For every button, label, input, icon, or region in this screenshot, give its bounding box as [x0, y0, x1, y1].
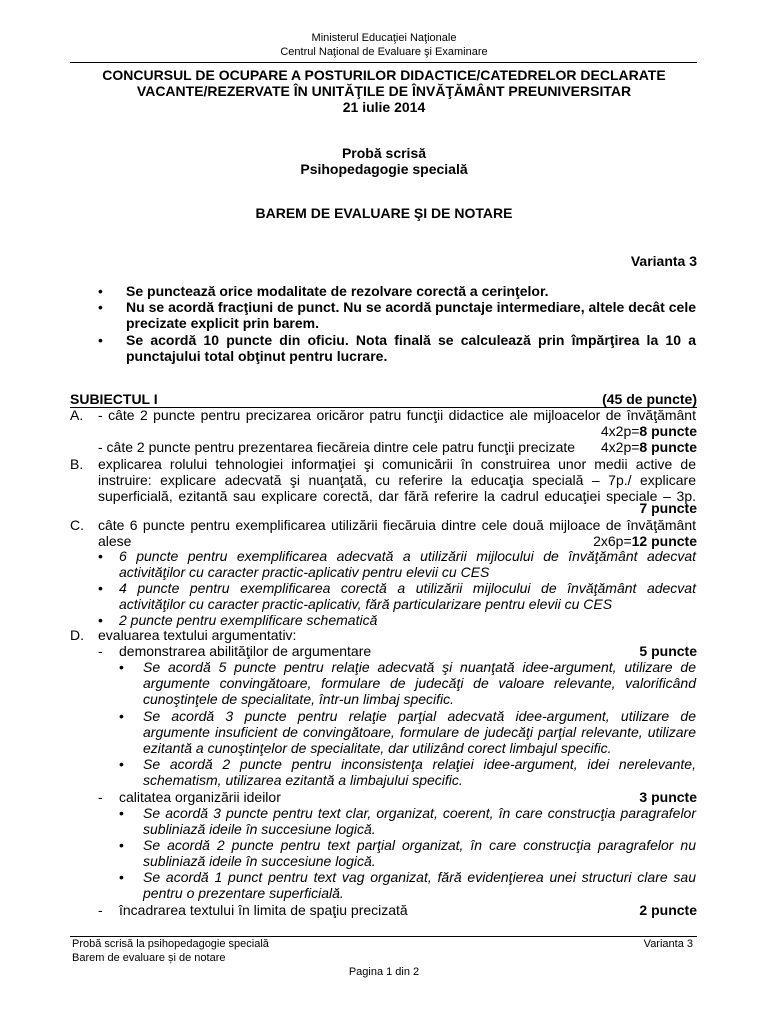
- item-d-criterion-3-score: 2 puncte: [639, 902, 697, 918]
- exam-discipline: Psihopedagogie specială: [300, 161, 468, 177]
- subject-points: (45 de puncte): [602, 391, 697, 407]
- subject-title: SUBIECTUL I: [70, 391, 158, 407]
- score-formula: 4x2p=: [600, 423, 640, 439]
- rule-1: Se punctează orice modalitate de rezolvare corectă a cerinţelor.: [126, 283, 549, 299]
- header-divider: [70, 62, 697, 63]
- item-c-bullet-2-line-2: activităţilor cu caracter practic-aplicativ, fără particularizare pentru elevii cu CES: [119, 596, 613, 612]
- footer-exam-name: Probă scrisă la psihopedagogie specială: [72, 938, 269, 950]
- item-a-letter: A.: [70, 407, 84, 423]
- item-c-bullet-2-line-1: 4 puncte pentru exemplificarea corectă a utilizării mijlocului de învăţământ adecvat: [119, 580, 696, 596]
- center-header: Centrul Naţional de Evaluare şi Examinare: [280, 46, 488, 58]
- exam-date: 21 iulie 2014: [342, 99, 426, 115]
- score-formula: 4x2p=: [600, 439, 640, 455]
- item-d-1-bullet-3-line-2: schematism, utilizarea ezitantă a limbajului specific.: [143, 772, 463, 788]
- item-b-letter: B.: [70, 456, 84, 472]
- item-d-1-bullet-1-line-2: argumente convingătoare, formulare de judecăţi de valoare relevante, valorificând: [143, 675, 696, 691]
- rule-bullet: •: [98, 299, 103, 315]
- title-line-2: VACANTE/REZERVATE ÎN UNITĂŢILE DE ÎNVĂŢĂMÂNT PREUNIVERSITAR: [136, 83, 632, 99]
- item-c-bullet: •: [98, 612, 103, 628]
- item-d-1-bullet-1-line-3: cunoştinţele de specialitate, într-un limbaj specific.: [143, 691, 455, 707]
- score-value: 12 puncte: [631, 533, 697, 549]
- item-a-line-2: - câte 2 puncte pentru prezentarea fiecăreia dintre cele patru funcţii precizate: [98, 439, 576, 455]
- rule-bullet: •: [98, 283, 103, 299]
- item-c-bullet: •: [98, 548, 103, 564]
- item-d-bullet: •: [119, 869, 124, 885]
- item-d-dash: -: [98, 643, 103, 659]
- footer-variant: Varianta 3: [643, 938, 693, 950]
- item-d-2-bullet-1-line-2: subliniază ideile în succesiune logică.: [143, 821, 376, 837]
- item-d-bullet: •: [119, 659, 124, 675]
- item-d-1-bullet-2-line-3: ezitantă a cunoştinţelor de specialitate, dar utilizând corect limbajul specific.: [143, 740, 612, 756]
- score-formula: 2x6p=: [593, 533, 632, 549]
- item-d-2-bullet-3-line-2: pentru o prezentare superficială.: [143, 885, 344, 901]
- item-d-letter: D.: [70, 627, 84, 643]
- item-c-score: [593, 533, 697, 549]
- rule-2-line-2: precizate explicit prin barem.: [126, 315, 319, 331]
- item-d-2-bullet-1-line-1: Se acordă 3 puncte pentru text clar, organizat, coerent, în care construcţia paragrafelor: [143, 805, 696, 821]
- item-a-score-1: [601, 423, 697, 439]
- item-d-criterion-2-score: 3 puncte: [639, 789, 697, 805]
- footer-divider: [70, 936, 697, 937]
- item-a-line-1: - câte 2 puncte pentru precizarea oricăror patru funcţii didactice ale mijloacelor de învăţământ: [98, 407, 696, 423]
- item-d-2-bullet-2-line-1: Se acordă 2 puncte pentru text parţial organizat, în care construcţia paragrafelor nu: [143, 837, 696, 853]
- ministry-header: Ministerul Educaţiei Naţionale: [311, 32, 457, 44]
- item-c-bullet-3: 2 puncte pentru exemplificare schematică: [119, 612, 378, 628]
- item-d-criterion-1: demonstrarea abilităţilor de argumentare: [119, 643, 372, 659]
- item-d-criterion-2: calitatea organizării ideilor: [119, 789, 281, 805]
- footer-document-name: Barem de evaluare și de notare: [72, 952, 226, 964]
- score-value: 8 puncte: [639, 439, 697, 455]
- item-c-bullet-1-line-2: activităţilor cu caracter practic-aplicativ pentru elevii cu CES: [119, 564, 490, 580]
- rule-bullet: •: [98, 332, 103, 348]
- item-b-line-2: instruire: explicare adecvată şi nuanţată, cu referire la educaţia specială – 7p./ explicare: [98, 472, 696, 488]
- item-d-bullet: •: [119, 805, 124, 821]
- item-c-letter: C.: [70, 517, 84, 533]
- item-d-bullet: •: [119, 756, 124, 772]
- item-b-line-1: explicarea rolului tehnologiei informaţiei şi comunicării în construirea unor medii active de: [98, 456, 696, 472]
- item-c-bullet-1-line-1: 6 puncte pentru exemplificarea adecvată a utilizării mijlocului de învăţământ adecvat: [119, 548, 696, 564]
- item-d-1-bullet-2-line-2: argumente insuficient de convingătoare, formulare de judecăţi parţial relevante, utilizare: [143, 724, 696, 740]
- item-d-bullet: •: [119, 837, 124, 853]
- item-d-2-bullet-3-line-1: Se acordă 1 punct pentru text vag organizat, fără evidenţierea unei structuri clare sau: [143, 869, 696, 885]
- rule-3-line-2: punctajului total obţinut pentru lucrare.: [126, 348, 388, 364]
- item-d-criterion-3: încadrarea textului în limita de spaţiu precizată: [119, 902, 408, 918]
- item-a-score-2: [601, 439, 697, 455]
- title-line-1: CONCURSUL DE OCUPARE A POSTURILOR DIDACTICE/CATEDRELOR DECLARATE: [102, 67, 666, 83]
- item-c-line-1: câte 6 puncte pentru exemplificarea utilizării fiecăruia dintre cele două mijloace de învăţământ: [98, 517, 696, 533]
- item-c-bullet: •: [98, 580, 103, 596]
- rule-3-line-1: Se acordă 10 puncte din oficiu. Nota finală se calculează prin împărţirea la 10 a: [126, 332, 696, 348]
- item-d-1-bullet-1-line-1: Se acordă 5 puncte pentru relaţie adecvată şi nuanţată idee-argument, utilizare de: [143, 659, 696, 675]
- item-d-dash: -: [98, 789, 103, 805]
- item-b-score: 7 puncte: [639, 500, 697, 516]
- item-d-intro: evaluarea textului argumentativ:: [98, 627, 297, 643]
- barem-title: BAREM DE EVALUARE ŞI DE NOTARE: [255, 205, 513, 221]
- variant-label: Varianta 3: [630, 253, 697, 269]
- rule-2-line-1: Nu se acordă fracţiuni de punct. Nu se acordă punctaje intermediare, altele decât cele: [126, 299, 696, 315]
- item-d-2-bullet-2-line-2: subliniază ideile în succesiune logică.: [143, 853, 376, 869]
- item-d-criterion-1-score: 5 puncte: [639, 643, 697, 659]
- item-b-line-3: superficială, ezitantă sau explicare corectă, dar fără referire la cadrul educaţiei speciale – 3p.: [98, 488, 696, 504]
- exam-type: Probă scrisă: [341, 145, 427, 161]
- item-d-1-bullet-3-line-1: Se acordă 2 puncte pentru inconsistenţa relaţiei idee-argument, idei nerelevante,: [143, 756, 696, 772]
- item-c-line-2: alese: [98, 533, 132, 549]
- item-d-dash: -: [98, 902, 103, 918]
- item-d-bullet: •: [119, 708, 124, 724]
- footer-page-number: Pagina 1 din 2: [348, 966, 420, 978]
- score-value: 8 puncte: [639, 423, 697, 439]
- item-d-1-bullet-2-line-1: Se acordă 3 puncte pentru relaţie parţial adecvată idee-argument, utilizare de: [143, 708, 696, 724]
